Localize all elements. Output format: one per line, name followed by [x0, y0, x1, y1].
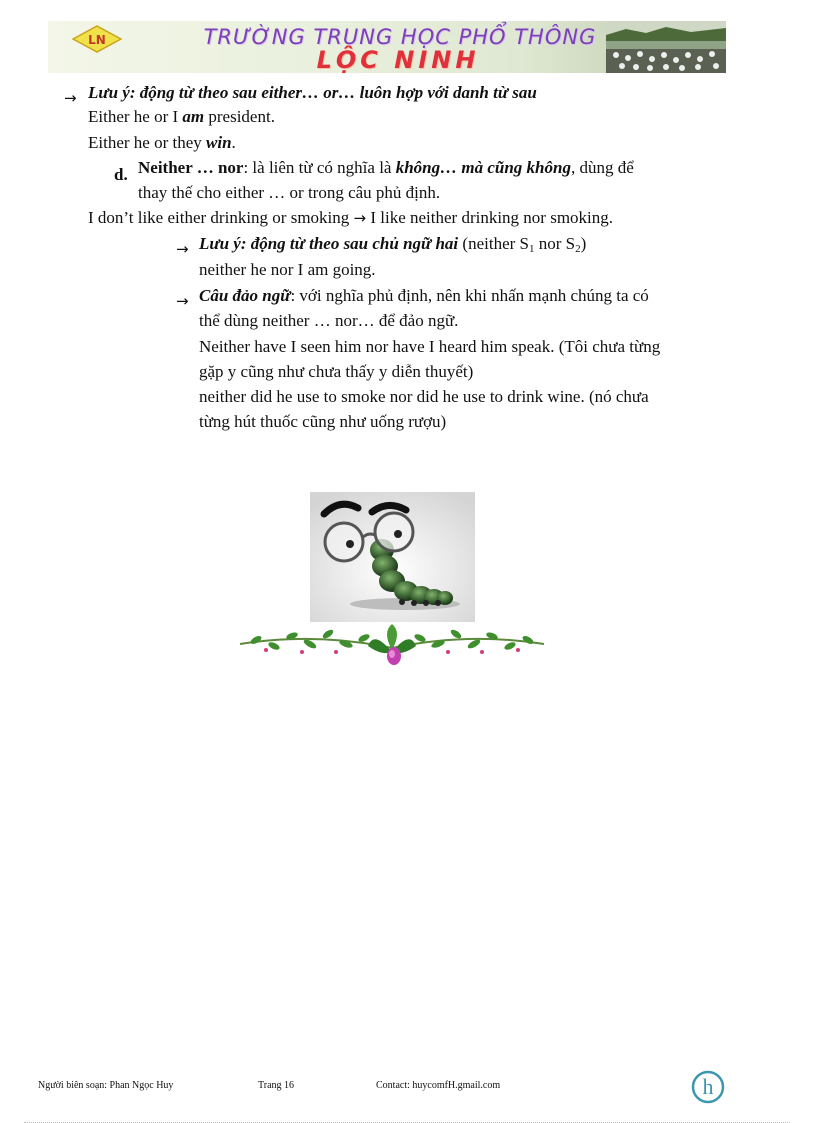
school-logo	[72, 25, 122, 53]
example-verb: am	[182, 107, 205, 126]
example-text: I don’t like either drinking or smoking	[88, 208, 354, 227]
example-neither-going: neither he nor I am going.	[199, 260, 376, 279]
school-name-line1: TRƯỜNG TRUNG HỌC PHỔ THÔNG	[203, 25, 597, 49]
logo-text: LN	[88, 33, 106, 47]
arrow-icon: →	[176, 292, 189, 310]
definition-text: : là liên từ có nghĩa là	[243, 158, 396, 177]
h-logo-icon	[691, 1070, 725, 1104]
subscript: 2	[575, 243, 581, 255]
section-d-definition-cont: thay thế cho either … or trong câu phủ định.	[138, 183, 441, 202]
note-text: : với nghĩa phủ định, nên khi nhấn mạnh chúng ta có	[290, 286, 649, 305]
example-inversion-1: Neither have I seen him nor have I heard him speak. (Tôi chưa từng	[199, 337, 661, 356]
example-inversion-1-cont: gặp y cũng như chưa thấy y diễn thuyết)	[199, 362, 474, 381]
students-photo	[606, 21, 726, 73]
section-d-definition	[138, 157, 634, 179]
arrow-icon: →	[64, 89, 77, 107]
footer-contact: Contact: huycomfH.gmail.com	[376, 1080, 501, 1091]
note-text: )	[580, 234, 587, 253]
header-banner	[48, 21, 726, 73]
example-either-2	[88, 132, 236, 154]
h-logo-letter: h	[702, 1074, 714, 1099]
floral-divider-image	[236, 622, 548, 670]
arrow-icon: →	[176, 240, 189, 258]
note-emphasis: Câu đảo ngữ	[199, 286, 291, 305]
footer-page-number: Trang 16	[258, 1080, 295, 1091]
example-text: Either he or I	[88, 107, 183, 126]
note-emphasis: Lưu ý: động từ theo sau chủ ngữ hai	[199, 234, 459, 253]
subscript: 1	[529, 243, 535, 255]
definition-text: , dùng để	[570, 158, 634, 177]
term-neither-nor: Neither … nor	[138, 158, 244, 177]
footer-author: Người biên soạn: Phan Ngọc Huy	[38, 1080, 174, 1091]
example-either-1	[88, 106, 275, 128]
example-inversion-2-cont: từng hút thuốc cũng như uống rượu)	[199, 412, 447, 431]
example-neither-nor	[88, 207, 613, 229]
caterpillar-glasses-image	[310, 492, 475, 622]
arrow-icon: →	[353, 209, 367, 227]
note-text: (neither S	[458, 234, 529, 253]
example-text: .	[231, 133, 236, 152]
note-either-or: Lưu ý: động từ theo sau either… or… luôn hợp với danh từ sau	[88, 83, 537, 102]
example-text: president.	[204, 107, 275, 126]
example-verb: win	[206, 133, 232, 152]
note-inversion	[199, 285, 649, 307]
note-second-subject	[199, 233, 586, 260]
example-text: Either he or they	[88, 133, 207, 152]
school-name-line2: LỘC NINH	[316, 46, 480, 73]
note-inversion-cont: thể dùng neither … nor… để đảo ngữ.	[199, 311, 459, 330]
section-label: d.	[114, 165, 128, 184]
note-text: nor S	[534, 234, 576, 253]
example-text: I like neither drinking nor smoking.	[366, 208, 614, 227]
definition-emphasis: không… mà cũng không	[395, 158, 571, 177]
example-inversion-2: neither did he use to smoke nor did he use to drink wine. (nó chưa	[199, 387, 649, 406]
